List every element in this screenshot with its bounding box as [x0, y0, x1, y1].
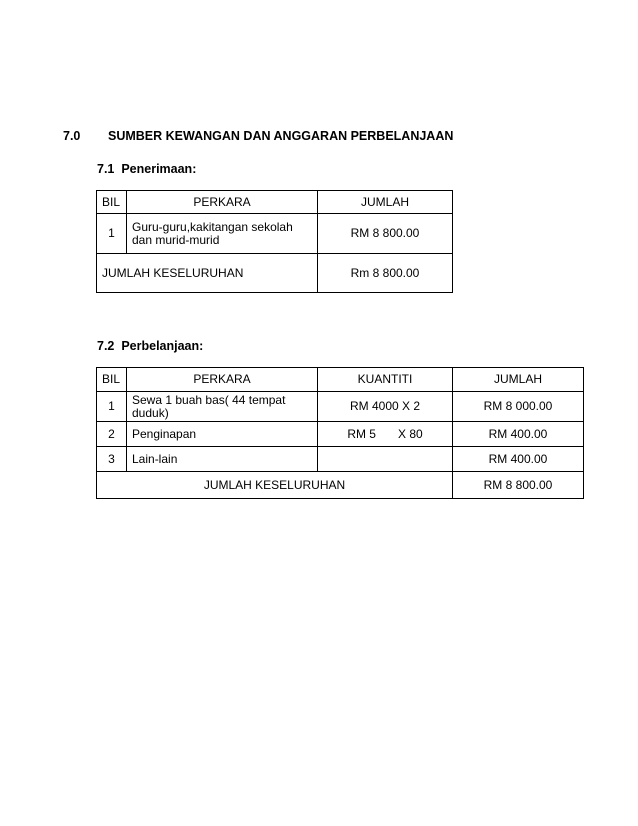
total-value: RM 8 800.00 [453, 472, 584, 499]
cell-perkara: Sewa 1 buah bas( 44 tempat duduk) [127, 392, 318, 422]
total-label: JUMLAH KESELURUHAN [97, 254, 318, 293]
income-heading: 7.1 Penerimaan: [97, 162, 197, 176]
table-row [97, 392, 584, 422]
section-title: SUMBER KEWANGAN DAN ANGGARAN PERBELANJAAN [108, 129, 454, 143]
header-perkara: PERKARA [127, 191, 318, 214]
section-number: 7.0 [63, 129, 81, 143]
expense-table [96, 367, 584, 499]
cell-bil: 2 [97, 422, 127, 447]
kuantiti-rate: RM 5 [347, 426, 376, 441]
cell-perkara: Penginapan [127, 422, 318, 447]
cell-jumlah: RM 400.00 [453, 422, 584, 447]
kuantiti-multiplier: X 80 [397, 426, 423, 441]
total-value: Rm 8 800.00 [318, 254, 453, 293]
table-row [97, 447, 584, 472]
cell-bil: 1 [97, 214, 127, 254]
cell-bil: 1 [97, 392, 127, 422]
cell-jumlah: RM 400.00 [453, 447, 584, 472]
income-table [96, 190, 453, 293]
total-label: JUMLAH KESELURUHAN [97, 472, 453, 499]
header-kuantiti: KUANTITI [318, 368, 453, 392]
cell-jumlah: RM 8 000.00 [453, 392, 584, 422]
header-bil: BIL [97, 368, 127, 392]
header-perkara: PERKARA [127, 368, 318, 392]
cell-jumlah: RM 8 800.00 [318, 214, 453, 254]
table-row [97, 214, 453, 254]
cell-perkara: Guru-guru,kakitangan sekolah dan murid-murid [127, 214, 318, 254]
cell-perkara: Lain-lain [127, 447, 318, 472]
table-row [97, 422, 584, 447]
cell-bil: 3 [97, 447, 127, 472]
header-jumlah: JUMLAH [453, 368, 584, 392]
header-bil: BIL [97, 191, 127, 214]
cell-kuantiti [318, 422, 453, 447]
table-header-row [97, 368, 584, 392]
cell-kuantiti [318, 447, 453, 472]
expense-heading: 7.2 Perbelanjaan: [97, 339, 204, 353]
cell-kuantiti: RM 4000 X 2 [318, 392, 453, 422]
total-row [97, 472, 584, 499]
header-jumlah: JUMLAH [318, 191, 453, 214]
table-header-row [97, 191, 453, 214]
total-row [97, 254, 453, 293]
